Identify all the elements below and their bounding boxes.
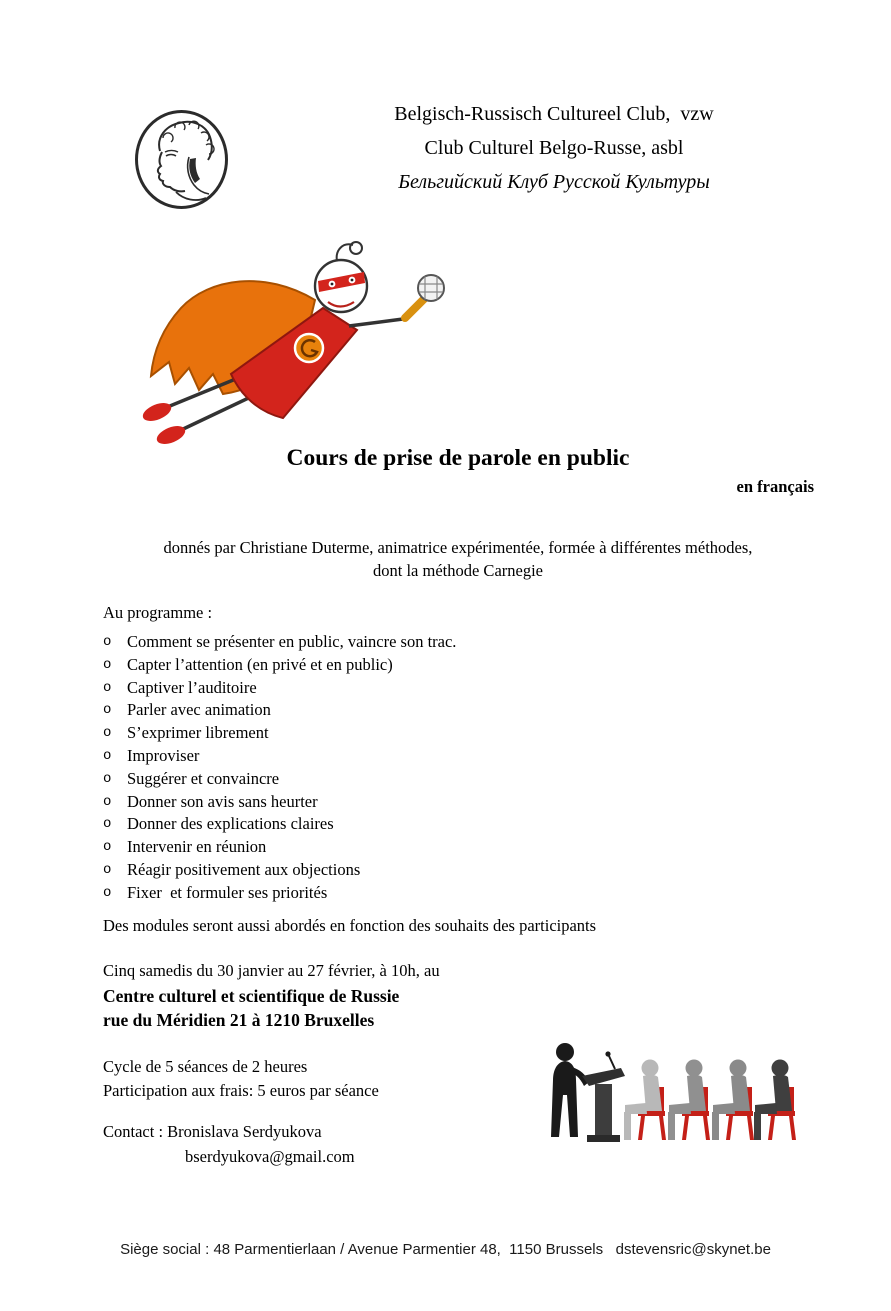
contact-email: bserdyukova@gmail.com <box>185 1147 355 1166</box>
podium <box>582 1051 625 1142</box>
program-item-text: Improviser <box>127 745 200 765</box>
superhero-drawing-icon <box>113 226 449 444</box>
bullet-marker: o <box>103 770 112 787</box>
audience-member <box>624 1060 666 1141</box>
program-item-text: Réagir positivement aux objections <box>127 859 361 879</box>
trainer-intro-line2: dont la méthode Carnegie <box>373 561 543 580</box>
fee-info: Participation aux frais: 5 euros par séance <box>103 1081 379 1100</box>
bullet-marker: o <box>103 816 112 833</box>
bullet-marker: o <box>103 634 112 650</box>
pushkin-portrait-icon <box>132 107 231 212</box>
club-logo <box>132 107 231 212</box>
cycle-info: Cycle de 5 séances de 2 heures <box>103 1057 308 1076</box>
program-item-text: Parler avec animation <box>127 700 271 720</box>
program-item-text: Fixer et formuler ses priorités <box>127 882 328 902</box>
page-title: Cours de prise de parole en public <box>286 445 630 471</box>
bullet-marker: o <box>103 679 112 696</box>
shoe-icon <box>154 422 187 444</box>
speaker-silhouette <box>551 1043 589 1137</box>
schedule-section <box>103 959 440 1033</box>
contact-name: Contact : Bronislava Serdyukova <box>103 1122 322 1141</box>
program-item-text: Suggérer et convaincre <box>127 768 280 788</box>
language-note: en français <box>736 477 814 496</box>
modules-note: Des modules seront aussi abordés en fonction des souhaits des participants <box>103 916 597 935</box>
list-item <box>103 699 803 722</box>
bullet-marker: o <box>103 861 112 878</box>
list-item <box>103 836 803 859</box>
audience-member <box>668 1060 710 1141</box>
course-details <box>103 1055 379 1103</box>
list-item <box>103 654 803 677</box>
bullet-marker: o <box>103 793 112 810</box>
trainer-intro-line1: donnés par Christiane Duterme, animatrice expérimentée, formée à différentes méthodes, <box>163 538 753 557</box>
list-item <box>103 791 803 814</box>
list-item <box>103 813 803 836</box>
program-heading: Au programme : <box>103 603 213 622</box>
club-name-russian: Бельгийский Клуб Русской Культуры <box>398 171 710 193</box>
bullet-marker: o <box>103 702 112 719</box>
list-item <box>103 745 803 768</box>
program-item-text: Capter l’attention (en privé et en public) <box>127 654 393 674</box>
chest-badge <box>295 334 323 362</box>
bullet-marker: o <box>103 747 112 764</box>
superhero-illustration <box>113 226 449 444</box>
shoe-icon <box>140 399 173 424</box>
speaker-audience-icon <box>527 1037 800 1150</box>
bullet-marker: o <box>103 725 112 742</box>
list-item <box>103 859 803 882</box>
contact-section <box>103 1119 355 1169</box>
list-item <box>103 722 803 745</box>
venue-name: Centre culturel et scientifique de Russie <box>103 985 400 1006</box>
microphone-icon <box>418 275 444 301</box>
bullet-marker: o <box>103 656 112 673</box>
audience-illustration <box>527 1037 800 1150</box>
club-header <box>294 97 814 199</box>
club-name-french: Club Culturel Belgo-Russe, asbl <box>424 137 684 159</box>
program-section <box>103 603 803 905</box>
list-item <box>103 768 803 791</box>
program-list <box>103 631 803 905</box>
list-item <box>103 677 803 700</box>
program-item-text: Donner des explications claires <box>127 814 334 834</box>
audience-member <box>712 1060 754 1141</box>
bullet-marker: o <box>103 884 112 901</box>
program-item-text: Captiver l’auditoire <box>127 677 257 697</box>
list-item <box>103 631 803 654</box>
trainer-intro <box>24 536 891 582</box>
program-item-text: Comment se présenter en public, vaincre son trac. <box>127 632 457 651</box>
club-name-dutch: Belgisch-Russisch Cultureel Club, vzw <box>394 103 714 125</box>
program-item-text: Donner son avis sans heurter <box>127 791 318 811</box>
audience-member <box>754 1060 796 1141</box>
footer-address: Siège social : 48 Parmentierlaan / Avenue Parmentier 48, 1150 Brussels dstevensric@skynet.be <box>120 1241 771 1258</box>
program-item-text: Intervenir en réunion <box>127 837 267 857</box>
program-item-text: S’exprimer librement <box>127 723 269 743</box>
schedule-dates: Cinq samedis du 30 janvier au 27 février, à 10h, au <box>103 961 440 980</box>
venue-address: rue du Méridien 21 à 1210 Bruxelles <box>103 1010 375 1030</box>
list-item <box>103 882 803 905</box>
bullet-marker: o <box>103 839 112 856</box>
